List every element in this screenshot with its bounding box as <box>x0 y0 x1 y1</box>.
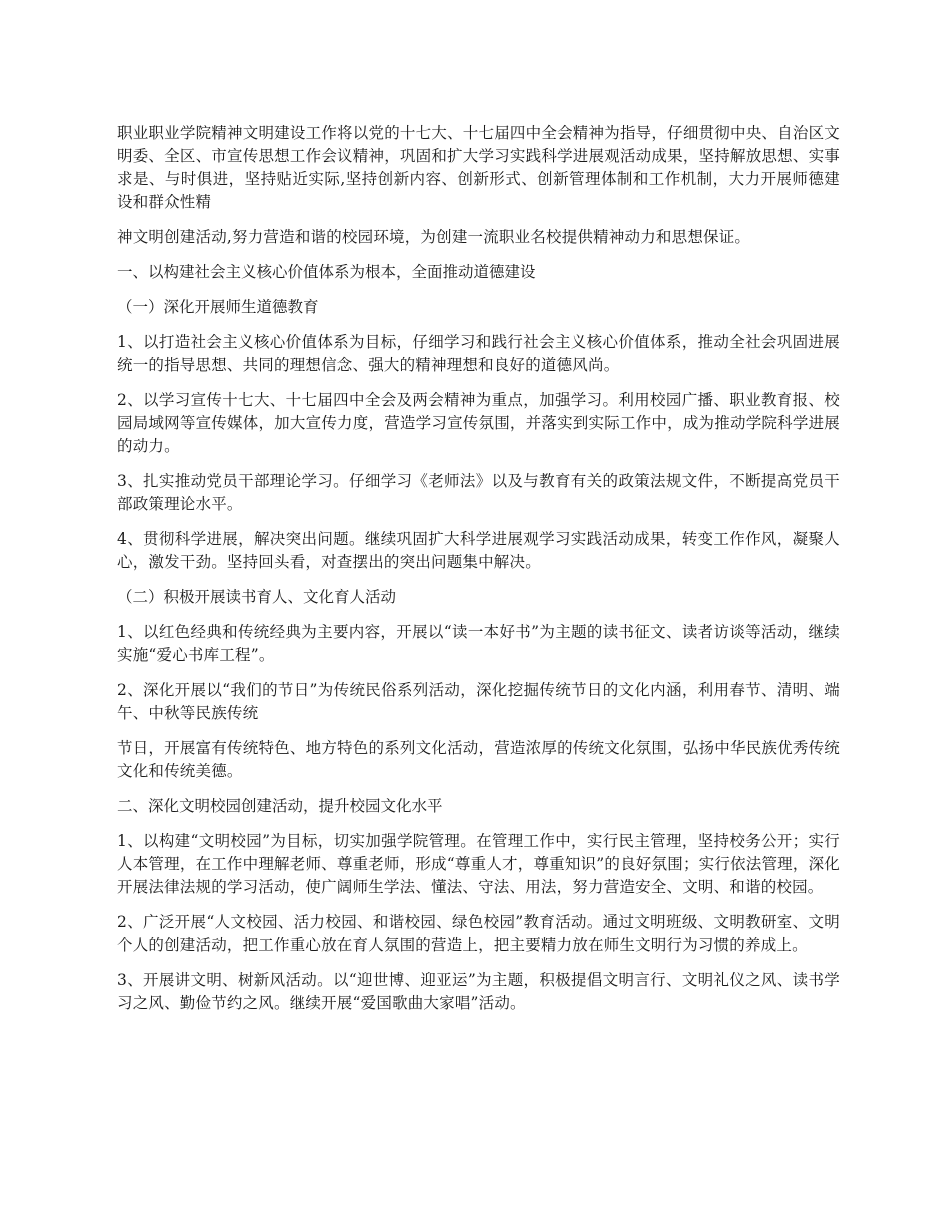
list-item-2-2: 2、深化开展以“我们的节日”为传统民俗系列活动，深化挖掘传统节日的文化内涵，利用春节、清明、端午、中秋等民族传统 <box>117 681 840 722</box>
list-item-3-1: 1、以构建“文明校园”为目标，切实加强学院管理。在管理工作中，实行民主管理，坚持校务公开；实行人本管理，在工作中理解老师、尊重老师，形成“尊重人才，尊重知识”的良好氛围；实行依法管理，深化开展法律法规的学习活动，使广阔师生学法、懂法、守法、用法，努力营造安全、文明、和谐的校园。 <box>117 832 840 896</box>
list-item-1-3: 3、扎实推动党员干部理论学习。仔细学习《老师法》以及与教育有关的政策法规文件，不断提高党员干部政策理论水平。 <box>117 472 840 513</box>
section-heading-2: 二、深化文明校园创建活动，提升校园文化水平 <box>117 797 443 815</box>
subsection-heading-1: （一）深化开展师生道德教育 <box>117 298 319 316</box>
list-item-3-2: 2、广泛开展“人文校园、活力校园、和谐校园、绿色校园”教育活动。通过文明班级、文明教研室、文明个人的创建活动，把工作重心放在育人氛围的营造上，把主要精力放在师生文明行为习惯的养成上。 <box>117 913 840 954</box>
intro-paragraph-2: 神文明创建活动,努力营造和谐的校园环境，为创建一流职业名校提供精神动力和思想保证。 <box>117 228 751 246</box>
list-item-2-1: 1、以红色经典和传统经典为主要内容，开展以“读一本好书”为主题的读书征文、读者访谈等活动，继续实施“爱心书库工程”。 <box>117 623 840 664</box>
section-heading-1: 一、以构建社会主义核心价值体系为根本，全面推动道德建设 <box>117 263 536 281</box>
list-item-3-3: 3、开展讲文明、树新风活动。以“迎世博、迎亚运”为主题，积极提倡文明言行、文明礼仪之风、读书学习之风、勤俭节约之风。继续开展“爱国歌曲大家唱”活动。 <box>117 971 840 1012</box>
subsection-heading-2: （二）积极开展读书育人、文化育人活动 <box>117 588 397 606</box>
list-item-1-1: 1、以打造社会主义核心价值体系为目标，仔细学习和践行社会主义核心价值体系，推动全社会巩固进展统一的指导思想、共同的理想信念、强大的精神理想和良好的道德风尚。 <box>117 333 840 374</box>
list-item-1-4: 4、贯彻科学进展，解决突出问题。继续巩固扩大科学进展观学习实践活动成果，转变工作作风，凝聚人心，激发干劲。坚持回头看，对查摆出的突出问题集中解决。 <box>117 530 840 571</box>
intro-paragraph-1: 职业职业学院精神文明建设工作将以党的十七大、十七届四中全会精神为指导，仔细贯彻中央、自治区文明委、全区、市宣传思想工作会议精神，巩固和扩大学习实践科学进展观活动成果，坚持解放思想、实事求是、与时俱进，坚持贴近实际,坚持创新内容、创新形式、创新管理体制和工作机制，大力开展师德建设和群众性精 <box>117 124 840 211</box>
list-item-1-2: 2、以学习宣传十七大、十七届四中全会及两会精神为重点，加强学习。利用校园广播、职业教育报、校园局域网等宣传媒体，加大宣传力度，营造学习宣传氛围，并落实到实际工作中，成为推动学院科学进展的动力。 <box>117 391 840 455</box>
list-item-2-2-continued: 节日，开展富有传统特色、地方特色的系列文化活动，营造浓厚的传统文化氛围，弘扬中华民族优秀传统文化和传统美德。 <box>117 739 840 780</box>
